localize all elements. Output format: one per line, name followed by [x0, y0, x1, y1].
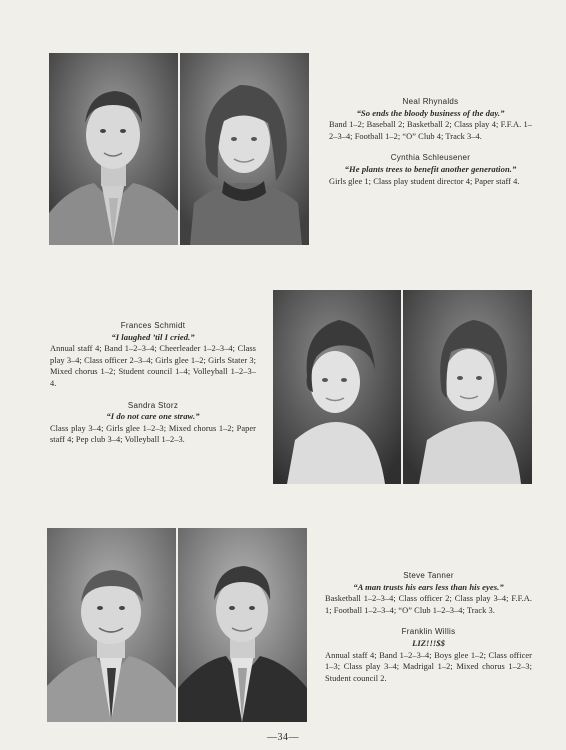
- student-quote: LIZ!!!$$: [412, 637, 445, 648]
- portrait-photo-franklin-willis: [178, 528, 307, 722]
- student-activities: Band 1–2; Baseball 2; Basketball 2; Class play 4; F.F.A. 1–2–3–4; Football 1–2; “O” Club 4; Track 3–4.: [329, 120, 532, 141]
- student-activities: Basketball 1–2–3–4; Class officer 2; Class play 3–4; F.F.A. 1; Football 1–2–3–4; “O” Club 1–2–3–4; Track 3.: [325, 594, 532, 615]
- portrait-photo-neal-rhynalds: [49, 53, 178, 245]
- student-name: Neal Rhynalds: [402, 97, 459, 106]
- student-name: Sandra Storz: [127, 400, 179, 410]
- portrait-photo-steve-tanner: [47, 528, 176, 722]
- page-number: —34—: [267, 732, 299, 743]
- student-bio: [50, 320, 256, 446]
- student-activities: Class play 3–4; Girls glee 1–2–3; Mixed chorus 1–2; Paper staff 4; Pep club 3–4; Volleyball 1–2–3.: [50, 423, 256, 445]
- student-name: Frances Schmidt: [120, 321, 186, 330]
- portrait-photo-sandra-storz: [403, 290, 532, 484]
- student-activities: Girls glee 1; Class play student director 4; Paper staff 4.: [329, 176, 520, 186]
- student-activities: Annual staff 4; Band 1–2–3–4; Boys glee 1–2; Class officer 1–3; Class play 3–4; Madrigal 1–2; Mixed chorus 1–2–3; Student council 2.: [325, 650, 532, 683]
- student-bio: [325, 570, 532, 684]
- student-name: Cynthia Schleusener: [390, 153, 471, 163]
- student-quote: “So ends the bloody business of the day.”: [356, 107, 505, 118]
- student-quote: “I laughed ’til I cried.”: [111, 331, 195, 342]
- portrait-photo-frances-schmidt: [273, 290, 401, 484]
- portrait-photo-cynthia-schleusener: [180, 53, 309, 245]
- student-quote: “I do not care one straw.”: [106, 411, 200, 422]
- student-name: Franklin Willis: [401, 627, 456, 637]
- student-quote: “He plants trees to benefit another generation.”: [344, 163, 517, 174]
- student-quote: “A man trusts his ears less than his eyes.”: [353, 581, 504, 592]
- student-name: Steve Tanner: [403, 571, 454, 580]
- student-activities: Annual staff 4; Band 1–2–3–4; Cheerleader 1–2–3–4; Class play 3–4; Class officer 2–3–4; Girls glee 1–2; Girls Stater 3; Mixed chorus 1–2; Student council 1–4; Volleyball 1–2–3–4.: [50, 344, 256, 388]
- student-bio: [329, 96, 532, 187]
